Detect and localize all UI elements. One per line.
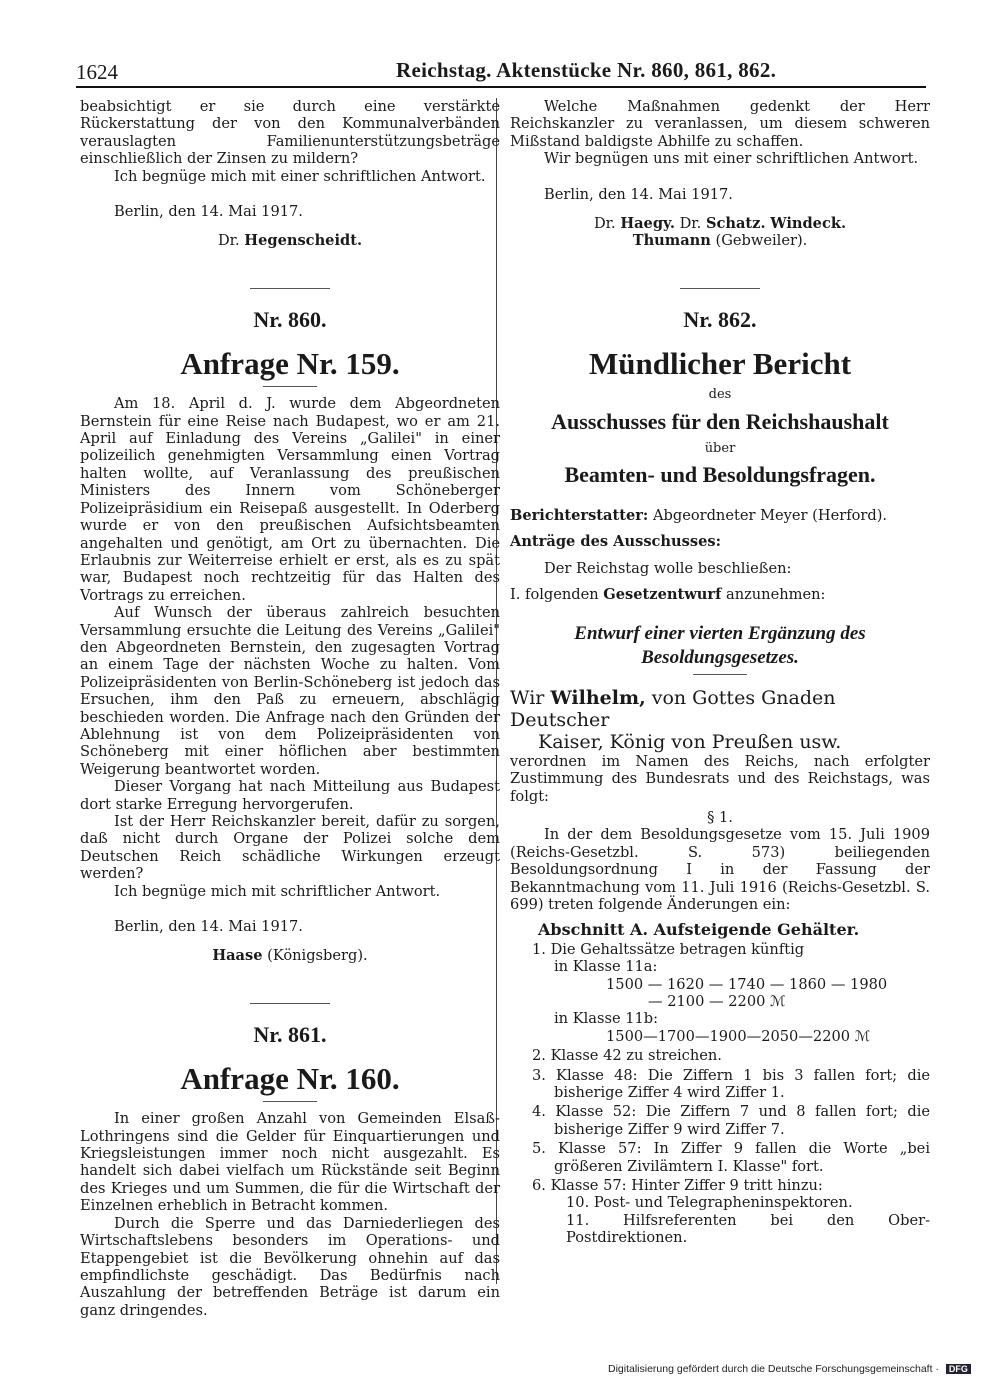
subsection-heading: Abschnitt A. Aufsteigende Gehälter. bbox=[538, 920, 860, 940]
sig-name: Haegy. bbox=[620, 215, 675, 233]
sig-prefix: Dr. bbox=[593, 215, 616, 233]
paragraph: Durch die Sperre und das Darniederliegen des Wirtschaftslebens besonders im Operations- und Etappengebiet ist die Bevölkerung ohnehin auf das empfindlichste geschädigt. Das Bedürfnis nach Auszahlung der betreffenden Beträge ist darum ein ganz dringendes. bbox=[80, 1214, 500, 1319]
right-column bbox=[510, 98, 930, 1247]
enactment-clause: verordnen im Namen des Reichs, nach erfolgter Zustimmung des Bundesrats und des Reichstags, was folgt: bbox=[510, 752, 930, 805]
paragraph: Ist der Herr Reichskanzler bereit, dafür zu sorgen, daß nicht durch Organe der Polizei solche dem Deutschen Reich schädliche Wirkungen erzeugt werden? bbox=[80, 813, 500, 883]
doc-title-861: Anfrage Nr. 160. bbox=[180, 1061, 400, 1097]
reichstag-resolve: Der Reichstag wolle beschließen: bbox=[544, 559, 792, 577]
sig-name: Hegenscheidt. bbox=[244, 232, 363, 250]
salary-scale: 1500 — 1620 — 1740 — 1860 — 1980 bbox=[606, 975, 888, 993]
rapporteur-label: Berichterstatter: bbox=[510, 507, 649, 525]
list-item: 4. Klasse 52: Die Ziffern 7 und 8 fallen fort; die bisherige Ziffer 9 wird Ziffer 7. bbox=[532, 1103, 930, 1138]
section-divider bbox=[680, 288, 760, 289]
section-divider bbox=[250, 288, 330, 289]
sig-place: (Gebweiler). bbox=[715, 232, 808, 250]
sub-list-item: 11. Hilfsreferenten bei den Ober-Postdirektionen. bbox=[566, 1211, 930, 1247]
draft-title: Entwurf einer vierten Ergänzung des Besoldungsgesetzes. bbox=[574, 622, 866, 668]
title-rule bbox=[263, 386, 317, 387]
signature-861-line2 bbox=[510, 232, 930, 249]
doc-title-860: Anfrage Nr. 159. bbox=[180, 346, 400, 382]
date: Berlin, den 14. Mai 1917. bbox=[544, 185, 733, 203]
paragraph: Wir begnügen uns mit einer schriftlichen Antwort. bbox=[544, 150, 919, 168]
connector-des: des bbox=[708, 387, 732, 403]
section-sign: § 1. bbox=[707, 808, 733, 826]
list-item: 5. Klasse 57: In Ziffer 9 fallen die Worte „bei größeren Zivilämtern I. Klasse" fort. bbox=[532, 1140, 930, 1175]
class-label: in Klasse 11b: bbox=[554, 1010, 659, 1028]
list-item: 2. Klasse 42 zu streichen. bbox=[532, 1047, 722, 1065]
paragraph: Auf Wunsch der überaus zahlreich besuchten Versammlung ersuchte die Leitung des Vereins „Galilei" den Abgeordneten Bernstein, den zugesagten Vortrag an einem Tage der nächsten Woche zu halten. Vom Polizeipräsidenten von Berlin-Schöneberg ist jedoch das Ersuchen, ihm den Paß zu erneuern, abschlägig beschieden worden. Die Anfrage nach den Gründen der Ablehnung ist von dem Polizeipräsidenten von Schöneberg mit einer höflichen aber bestimmten Weigerung beantwortet worden. bbox=[80, 604, 500, 778]
signature-861-line1 bbox=[510, 215, 930, 232]
preamble-name: Wilhelm, bbox=[550, 686, 646, 709]
continued-signature bbox=[80, 232, 500, 249]
preamble-text: von Gottes Gnaden Deutscher bbox=[510, 686, 836, 731]
digitization-credit bbox=[608, 1363, 971, 1375]
paragraph: Am 18. April d. J. wurde dem Abgeordneten Bernstein für eine Reise nach Budapest, wo er am 21. April auf Einladung des Vereins „Galilei" in einer polizeilich genehmigten Versammlung einen Vortrag halten wollte, auf Veranlassung des preußischen Ministers des Innern vom Schöneberger Polizeipräsidium ein Reisepaß ausgestellt. In Oderberg wurde er von den preußischen Aufsichtsbeamten angehalten und genötigt, am Ort zu übernachten. Die Erlaubnis zur Weiterreise erhielt er erst, als es zu spät war, Budapest noch rechtzeitig für das Halten des Vortrags zu erreichen. bbox=[80, 395, 500, 604]
sig-name: Windeck. bbox=[770, 215, 847, 233]
salary-scale: 1500—1700—1900—2050—2200 ℳ bbox=[606, 1027, 871, 1045]
list-item: 6. Klasse 57: Hinter Ziffer 9 tritt hinzu: bbox=[532, 1177, 823, 1195]
preamble bbox=[510, 687, 930, 753]
rapporteur-line bbox=[510, 507, 930, 524]
paragraph: Dieser Vorgang hat nach Mitteilung aus Budapest dort starke Erregung hervorgerufen. bbox=[80, 778, 500, 813]
class-label: in Klasse 11a: bbox=[554, 958, 658, 976]
sig-name: Haase bbox=[212, 947, 263, 965]
subject-heading: Beamten- und Besoldungsfragen. bbox=[564, 462, 876, 488]
sub-list-item: 10. Post- und Telegrapheninspektoren. bbox=[566, 1194, 853, 1212]
sig-prefix: Dr. bbox=[217, 232, 240, 250]
list-item: 3. Klasse 48: Die Ziffern 1 bis 3 fallen fort; die bisherige Ziffer 4 wird Ziffer 1. bbox=[532, 1066, 930, 1101]
date: Berlin, den 14. Mai 1917. bbox=[114, 918, 303, 936]
page-header bbox=[76, 56, 926, 88]
sig-name: Schatz. bbox=[705, 215, 766, 233]
paragraph: Ich begnüge mich mit schriftlicher Antwort. bbox=[114, 882, 441, 900]
continued-paragraph: beabsichtigt er sie durch eine verstärkte Rückerstattung der von den Kommunalverbänden verauslagten Familienunterstützungsbeträge einschließlich der Zinsen zu mildern? bbox=[80, 98, 500, 168]
committee-name: Ausschusses für den Reichshaushalt bbox=[551, 408, 889, 434]
paragraph: Welche Maßnahmen gedenkt der Herr Reichskanzler zu veranlassen, um diesem schweren Mißstand baldigste Abhilfe zu schaffen. bbox=[510, 98, 930, 150]
list-item: 1. Die Gehaltssätze betragen künftig bbox=[532, 940, 805, 958]
item-i-prefix: I. folgenden bbox=[510, 586, 599, 604]
running-head: Reichstag. Aktenstücke Nr. 860, 861, 862. bbox=[396, 58, 777, 82]
rapporteur-name: Abgeordneter Meyer (Herford). bbox=[652, 507, 888, 525]
page-number: 1624 bbox=[76, 60, 118, 84]
connector-ueber: über bbox=[704, 440, 736, 456]
dfg-logo: DFG bbox=[946, 1364, 971, 1374]
item-i-bold: Gesetzentwurf bbox=[603, 586, 722, 604]
credit-text: Digitalisierung gefördert durch die Deutsche Forschungsgemeinschaft · bbox=[608, 1363, 939, 1375]
salary-scale: — 2100 — 2200 ℳ bbox=[648, 992, 786, 1010]
doc-title-862: Mündlicher Bericht bbox=[588, 346, 852, 382]
continued-date: Berlin, den 14. Mai 1917. bbox=[114, 203, 303, 221]
sig-prefix: Dr. bbox=[679, 215, 702, 233]
doc-number-861: Nr. 861. bbox=[253, 1021, 327, 1047]
title-rule bbox=[263, 1101, 317, 1102]
left-column bbox=[80, 98, 500, 1319]
item-i-suffix: anzunehmen: bbox=[726, 586, 826, 604]
motions-heading: Anträge des Ausschusses: bbox=[510, 533, 721, 551]
preamble-wir: Wir bbox=[510, 686, 545, 709]
doc-number-860: Nr. 860. bbox=[253, 306, 327, 332]
sig-name: Thumann bbox=[632, 232, 711, 250]
continued-reply: Ich begnüge mich mit einer schriftlichen Antwort. bbox=[114, 167, 486, 185]
section-text: In der dem Besoldungsgesetze vom 15. Juli 1909 (Reichs-Gesetzbl. S. 573) beiliegenden Besoldungsordnung I in der Fassung der Bekanntmachung vom 11. Juli 1916 (Reichs-Gesetzbl. S. 699) treten folgende Änderungen ein: bbox=[510, 826, 930, 913]
sig-place: (Königsberg). bbox=[267, 947, 368, 965]
signature-860 bbox=[80, 947, 500, 964]
item-i bbox=[510, 586, 930, 603]
preamble-text-2: Kaiser, König von Preußen usw. bbox=[538, 730, 842, 753]
section-divider bbox=[250, 1003, 330, 1004]
paragraph: In einer großen Anzahl von Gemeinden Elsaß-Lothringens sind die Gelder für Einquartierungen und Kriegsleistungen immer noch nicht ausgezahlt. Es handelt sich dabei vielfach um Rückstände seit Beginn des Krieges und um Summen, die für die Wirtschaft der Einzelnen erheblich in Betracht kommen. bbox=[80, 1110, 500, 1215]
doc-number-862: Nr. 862. bbox=[683, 306, 757, 332]
title-rule bbox=[693, 674, 747, 675]
